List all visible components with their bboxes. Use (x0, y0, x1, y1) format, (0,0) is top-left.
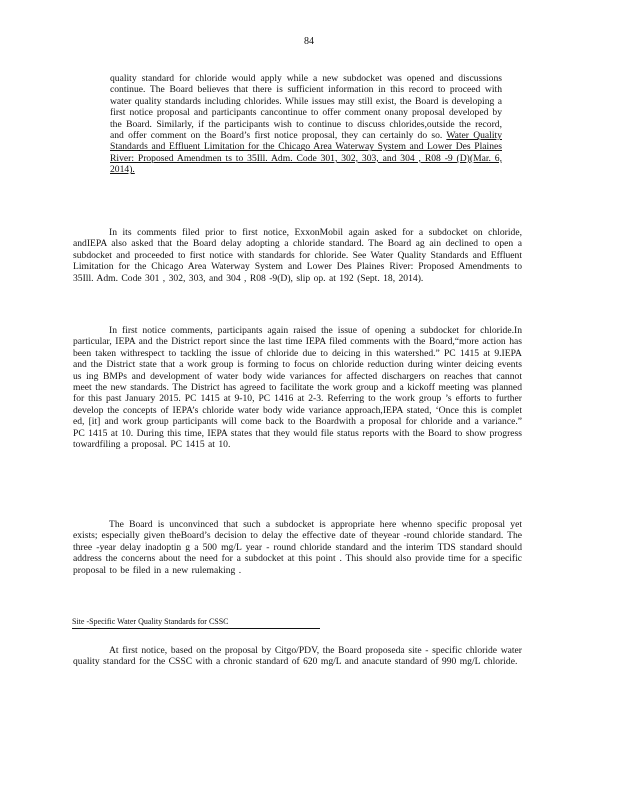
paragraph-2-text: In its comments filed prior to first notice, ExxonMobil again asked for a subdocket on chloride, andIEPA also asked that the Board delay adopting a chloride standard. The Board ag ain declined to open a subdocket and proceeded to first notice with standards for chloride. See Water Quality Standards and Effluent Limitation for the Chicago Area Waterway System and Lower Des Plaines River: Proposed Amendments to 35Ill. Adm. Code 301 , 302, 303, and 304 , R08 -9(D), slip op. at 192 (Sept. 18, 2014). (73, 227, 522, 284)
paragraph-3-text: In first notice comments, participants again raised the issue of opening a subdocket for chloride.In particular, IEPA and the District report since the last time IEPA filed comments with the Board,“more action has been taken withrespect to tackling the issue of chloride due to deicing in this watershed.” PC 1415 at 9.IEPA and the District state that a work group is forming to focus on chloride reduction during winter deicing events us ing BMPs and development of water body wide variances for affected dischargers on reaches that cannot meet the new standards. The District has agreed to facilitate the work group and a kickoff meeting was planned for this past January 2015. PC 1415 at 9-10, PC 1416 at 2-3. Referring to the work group ’s efforts to further develop the concepts of IEPA’s chloride water body wide variance approach,IEPA stated, ‘Once this is complet ed, [it] and work group participants will come back to the Boardwith a proposal for chloride and a variance.” PC 1415 at 10. During this time, IEPA states that they would file status reports with the Board to show progress towardfiling a proposal. PC 1415 at 10. (73, 325, 522, 451)
paragraph-4-text: The Board is unconvinced that such a subdocket is appropriate here whenno specific proposal yet exists; especially given theBoard’s decision to delay the effective date of theyear -round chloride standard. The three -year delay inadoptin g a 500 mg/L year - round chloride standard and the interim TDS standard should address the concerns about the need for a subdocket at this point . This should also provide time for a specific proposal to be filed in a new rulemaking . (73, 519, 522, 576)
paragraph-4 (73, 519, 522, 576)
paragraph-5-text: At first notice, based on the proposal by Citgo/PDV, the Board proposeda site - specific chloride water quality standard for the CSSC with a chronic standard of 620 mg/L and anacute standard of 990 mg/L chloride. (73, 645, 522, 668)
paragraph-5 (73, 645, 522, 668)
paragraph-1 (110, 73, 502, 176)
paragraph-1-citation: Water Quality Standards and Effluent Limitation for the Chicago Area Waterway System and Lower Des Plaines River: Proposed Amendmen ts to 35Ill. Adm. Code 301, 302, 303, and 304 , R08 -9 (D)(Mar. 6, 2014). (110, 130, 502, 176)
paragraph-3 (73, 325, 522, 450)
paragraph-1-text: quality standard for chloride would apply while a new subdocket was opened and discussions continue. The Board believes that there is sufficient information in this record to proceed with water quality standards including chlorides. While issues may still exist, the Board is developing a first notice proposal and participants cancontinue to offer comment onany proposal developed by the Board. Similarly, if the participants wish to continue to discuss chlorides,outside the record, and offer comment on the Board’s first notice proposal, they can certainly do so. (110, 73, 502, 142)
page-number: 84 (304, 36, 314, 47)
section-heading: Site -Specific Water Quality Standards for CSSC (72, 617, 320, 629)
paragraph-2 (73, 227, 522, 284)
